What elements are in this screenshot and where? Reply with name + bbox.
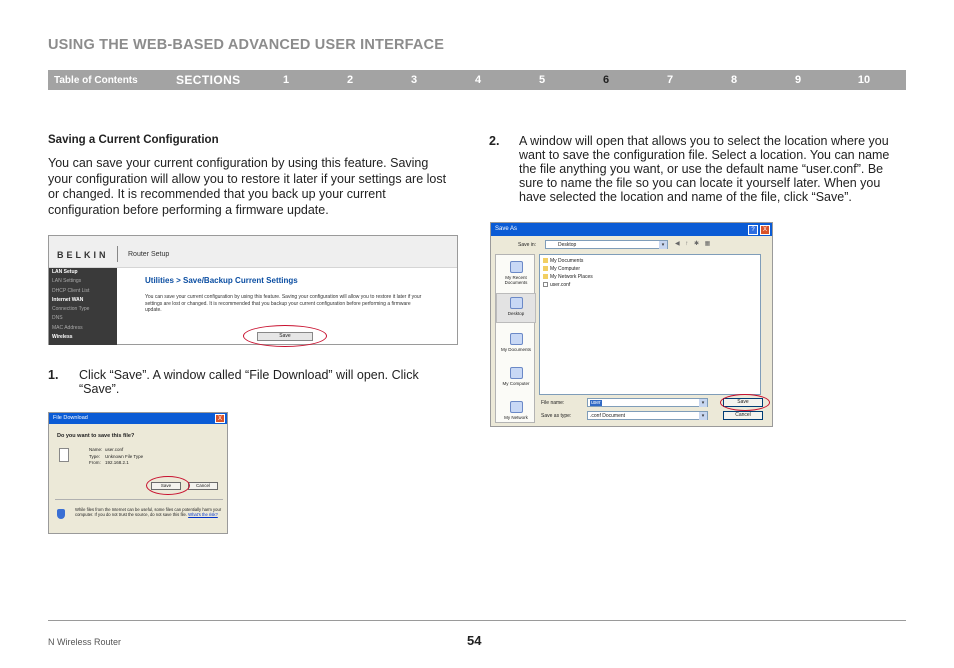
section-link-1[interactable]: 1: [282, 74, 290, 86]
list-item[interactable]: My Network Places: [543, 274, 593, 280]
router-page-title: Utilities > Save/Backup Current Settings: [145, 276, 298, 285]
list-item[interactable]: My Computer: [543, 266, 580, 272]
help-icon[interactable]: ?: [748, 225, 758, 235]
save-in-select[interactable]: [545, 240, 668, 249]
sidebar-item-lan-setup[interactable]: LAN Setup: [52, 269, 78, 275]
section-link-3[interactable]: 3: [410, 74, 418, 86]
section-link-5[interactable]: 5: [538, 74, 546, 86]
sidebar-item-internet-wan[interactable]: Internet WAN: [52, 296, 84, 303]
save-as-dialog: [490, 222, 773, 427]
router-sidebar: [49, 268, 117, 345]
highlight-circle: [146, 476, 190, 495]
whats-the-risk-link[interactable]: What's the risk?: [188, 512, 218, 518]
file-download-question: Do you want to save this file?: [57, 433, 135, 439]
section-link-6[interactable]: 6: [602, 74, 610, 86]
save-as-type-value: .conf Document: [590, 413, 626, 419]
list-item[interactable]: My Documents: [543, 258, 583, 264]
file-icon: [59, 448, 69, 462]
file-name-input[interactable]: [587, 398, 708, 407]
file-name-label: File name:: [541, 400, 565, 406]
network-icon: [543, 274, 548, 279]
router-page-description: You can save your current configuration by using this feature. Saving your configuration will allow you to restore it later if your settings are lost or changed. It is recommended that you backup your current configuration before performing a firmware update.: [145, 294, 422, 313]
file-download-titlebar: [49, 413, 227, 424]
section-link-7[interactable]: 7: [666, 74, 674, 86]
left-column: [48, 134, 448, 218]
place-my-computer[interactable]: My Computer: [496, 367, 536, 386]
step-2-text: A window will open that allows you to select the location where you want to save the configuration file. Select a location. You can name the file anything you want, or use the default name “user.conf”. Be sure to name the file so you can locate it yourself later. When you have selected the location and name of the file, click “Save”.: [519, 134, 890, 204]
folder-icon: [543, 258, 548, 263]
section-link-9[interactable]: 9: [794, 74, 802, 86]
file-details: [89, 447, 143, 467]
router-setup-header: [49, 236, 457, 268]
shield-icon: [57, 509, 65, 519]
chevron-down-icon[interactable]: ▾: [699, 412, 707, 420]
page-header-title: USING THE WEB-BASED ADVANCED USER INTERFACE: [48, 37, 445, 53]
save-as-type-label: Save as type:: [541, 413, 572, 419]
sidebar-item-dhcp-client-list[interactable]: DHCP Client List: [52, 287, 90, 294]
sidebar-item-dns[interactable]: DNS: [52, 315, 63, 322]
sidebar-item-lan-settings[interactable]: LAN Settings: [52, 278, 82, 285]
warning-text: While files from the Internet can be useful, some files can potentially harm your computer. If you do not trust the source, do not save this file.: [75, 507, 222, 518]
step-2: [489, 134, 909, 204]
place-my-network[interactable]: My Network: [496, 401, 536, 420]
file-name-label: Name:: [89, 447, 103, 452]
intro-paragraph: You can save your current configuration by using this feature. Saving your configuration will allow you to restore it later if your settings are lost or changed. It is recommended that you back up your current configuration before performing a firmware update.: [48, 156, 447, 217]
list-item[interactable]: user.conf: [543, 282, 570, 288]
router-setup-title: Router Setup: [128, 251, 170, 258]
page-number: 54: [467, 633, 482, 648]
desktop-icon: [510, 297, 523, 309]
place-my-documents[interactable]: My Documents: [496, 333, 536, 352]
file-download-warning: [75, 507, 223, 518]
save-as-titlebar: [491, 223, 772, 236]
file-download-cancel-button[interactable]: Cancel: [188, 482, 218, 490]
file-download-dialog: [48, 412, 228, 534]
dialog-divider: [55, 499, 223, 500]
places-bar: [495, 254, 535, 423]
save-as-title: Save As: [495, 226, 518, 232]
file-from-label: From:: [89, 460, 101, 465]
save-in-value: Desktop: [558, 242, 577, 248]
router-save-button[interactable]: Save: [257, 332, 313, 341]
recent-documents-icon: [510, 261, 523, 273]
sidebar-item-mac-address[interactable]: MAC Address: [52, 324, 83, 331]
my-network-icon: [510, 401, 523, 413]
chevron-down-icon[interactable]: ▾: [699, 399, 707, 407]
table-of-contents-link[interactable]: Table of Contents: [54, 75, 138, 86]
footer-product-name: N Wireless Router: [48, 637, 122, 647]
highlight-circle: [243, 325, 327, 347]
footer-divider: [48, 620, 906, 621]
file-list: [539, 254, 761, 395]
sidebar-item-wireless[interactable]: Wireless: [52, 334, 73, 341]
belkin-logo: BELKIN: [57, 250, 109, 260]
my-documents-icon: [510, 333, 523, 345]
section-link-8[interactable]: 8: [730, 74, 738, 86]
file-name-value: user.conf: [105, 447, 124, 452]
close-icon[interactable]: X: [760, 225, 770, 235]
file-from-value: 192.168.2.1: [105, 460, 129, 465]
step-1: [48, 368, 458, 396]
file-download-title: File Download: [53, 415, 88, 421]
header-divider: [117, 246, 118, 262]
file-type-label: Type:: [89, 453, 101, 459]
save-in-label: Save in:: [518, 242, 537, 248]
section-link-4[interactable]: 4: [474, 74, 482, 86]
toolbar-icons[interactable]: ◀ ↑ ✱ ▦: [675, 241, 713, 247]
step-1-text: Click “Save”. A window called “File Download” will open. Click “Save”.: [79, 368, 419, 396]
section-link-2[interactable]: 2: [346, 74, 354, 86]
section-heading: Saving a Current Configuration: [48, 134, 219, 146]
file-name-value: user: [591, 400, 601, 406]
sidebar-item-connection-type[interactable]: Connection Type: [52, 306, 90, 313]
save-as-cancel-button[interactable]: Cancel: [723, 411, 763, 420]
file-type-value: Unknown File Type: [105, 453, 144, 459]
sections-label: SECTIONS: [176, 73, 241, 87]
highlight-circle: [720, 394, 770, 411]
save-as-type-select[interactable]: [587, 411, 708, 420]
close-icon[interactable]: X: [215, 414, 225, 423]
file-icon: [543, 282, 548, 287]
save-as-save-button[interactable]: Save: [723, 398, 763, 407]
place-desktop[interactable]: Desktop: [496, 293, 536, 323]
my-computer-icon: [510, 367, 523, 379]
step-2-number: 2.: [489, 134, 500, 148]
section-link-10[interactable]: 10: [857, 74, 871, 86]
step-1-number: 1.: [48, 368, 59, 382]
router-setup-screenshot: [48, 235, 458, 345]
section-navbar: [48, 70, 906, 90]
chevron-down-icon[interactable]: ▾: [659, 241, 667, 249]
computer-icon: [543, 266, 548, 271]
file-download-save-button[interactable]: Save: [151, 482, 181, 490]
place-my-recent-documents[interactable]: My Recent Documents: [496, 261, 536, 286]
